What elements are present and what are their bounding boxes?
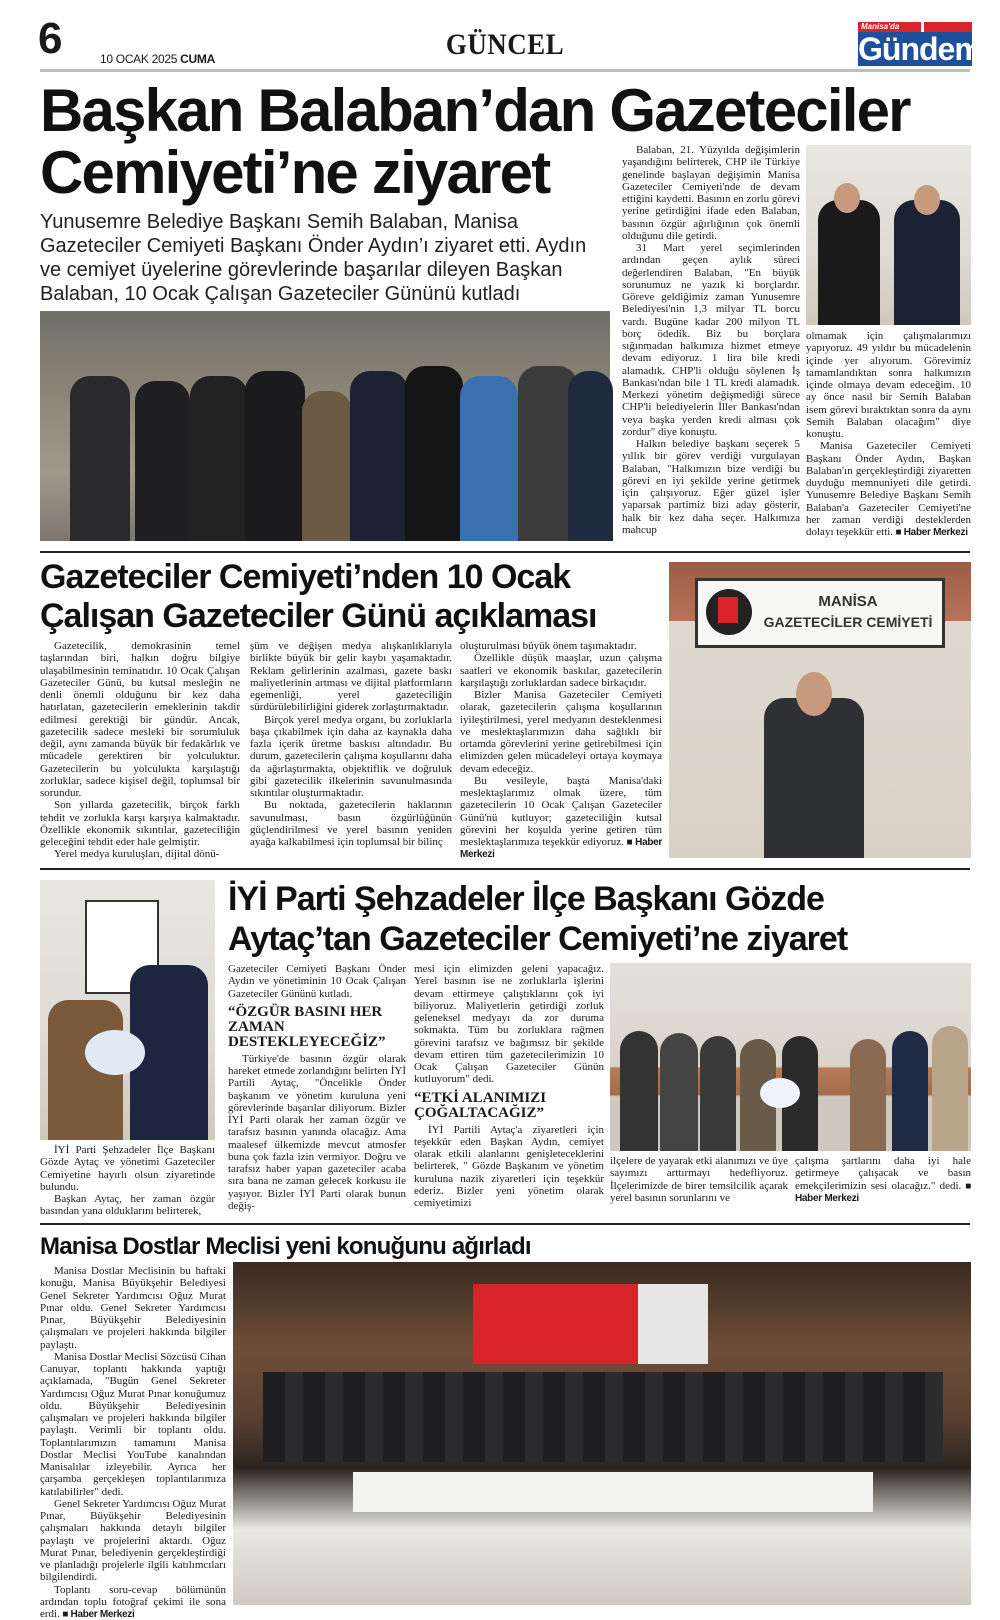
logo-top-text: Manisa'da xyxy=(858,22,921,32)
paragraph-text: Balaban, 21. Yüzyılda değişimlerin yaşandığını belirterek, CHP ile Türkiye genelinde başlayan değişimin Manisa Gazeteciler Cemiyeti'nde de devam ettiğini kaydetti. Basının en zorlu görevi yerine getirdiğini ifade eden Balaban, basının özgür ağırlığının çok önemli olduğunu dile getirdi. xyxy=(622,144,800,242)
byline: ■ Haber Merkezi xyxy=(893,527,968,538)
article1-headline-line1: Başkan Balaban’dan Gazeteciler xyxy=(40,80,910,142)
article1-lead: Yunusemre Belediye Başkanı Semih Balaban, Manisa Gazeteciler Cemiyeti Başkanı Önder Aydın’ı ziyaret etti. Aydın ve cemiyet üyelerine görevlerinde başarılar dileyen Başkan Balaban, 10 Ocak Çalışan Gazeteciler Gününü kutladı xyxy=(40,210,608,306)
paragraph xyxy=(460,640,662,652)
paragraph xyxy=(40,1498,226,1584)
paragraph-text: Gazetecilik, demokrasinin temel taşlarından biri, halkın doğru bilgiye ulaşabilmesinin teminatıdır. 10 Ocak Çalışan Gazeteciler Günü, bu kutsal mesleğin ne denli önemli olduğunu bir kez daha hatırlatan, gazetecilerin emeklerinin takdir edilmesi gerektiği bir gündür. Ancak, gazetecilik sadece mesleki bir sorumluluk değil, aynı zamanda büyük bir fedakârlık ve mücadele gerektiren bir yolculuktur. Gazetecilerin bu yolculukta karşılaştığı zorluklar, sadece kişisel değil, toplumsal bir sorundur. xyxy=(40,640,240,799)
paragraph-text: Başkan Aytaç, her zaman özgür basından yana olduklarını belirterek, xyxy=(40,1193,215,1217)
logo-main-text: Gündem xyxy=(858,32,972,66)
paragraph xyxy=(460,689,662,775)
section-divider xyxy=(40,868,970,870)
article3-headline-line2: Aytaç’tan Gazeteciler Cemiyeti’ne ziyaret xyxy=(228,920,847,958)
section-divider xyxy=(40,1223,970,1225)
paragraph xyxy=(250,640,452,714)
paragraph-text: Birçok yerel medya organı, bu zorluklarla başa çıkabilmek için daha az kaynakla daha fazla içerik üretme baskısı altındadır. Bu durum, gazetecilerin çalışma koşullarını daha da ağırlaştırmakta, objektiflik ve doğruluk gibi gazetecilik ilkelerinin savunulmasında sıkıntılar oluşturmaktadır. xyxy=(250,714,452,800)
article3-column-3 xyxy=(610,1155,788,1213)
paragraph xyxy=(622,438,800,536)
paragraph xyxy=(40,848,240,860)
paragraph xyxy=(228,963,406,1000)
article3-flowers-photo xyxy=(40,880,215,1140)
date-text: 10 OCAK 2025 xyxy=(100,52,177,66)
article1-column-1 xyxy=(622,144,800,542)
paragraph xyxy=(40,1584,226,1620)
article4-column-1 xyxy=(40,1265,226,1605)
sign-line2: GAZETECİLER CEMİYETİ xyxy=(758,614,938,630)
article3-column-1 xyxy=(228,963,406,1213)
paragraph xyxy=(228,1053,406,1212)
paragraph-text: Halkın belediye başkanı seçerek 5 yıllık bir görev verdiği vurgulayan Balaban, "Halkımızın bize verdiği bu görevi en iyi şekilde yerine getirmek için çalışıyoruz. Eğer güzel işler yaparsak partimiz bizi aday gösterir, halk bir kez daha seçer. Halkımıza mahcup xyxy=(622,438,800,536)
paragraph xyxy=(460,652,662,689)
article1-group-photo xyxy=(40,311,610,541)
article3-group-photo xyxy=(610,963,971,1151)
paragraph-text: oluşturulması büyük önem taşımaktadır. xyxy=(460,640,637,652)
article2-column-1 xyxy=(40,640,240,858)
article4-headline: Manisa Dostlar Meclisi yeni konuğunu ağırladı xyxy=(40,1233,531,1261)
article2-column-3 xyxy=(460,640,662,858)
paragraph xyxy=(806,440,971,538)
paragraph-text: Özellikle düşük maaşlar, uzun çalışma saatleri ve ekonomik baskılar, gazetecilerin karşılaştığı zorluklardan sadece birkaçıdır. xyxy=(460,652,662,689)
article-subhead: “ETKİ ALANIMIZI ÇOĞALTACAĞIZ” xyxy=(414,1091,604,1121)
paragraph-text: Gazeteciler Cemiyeti Başkanı Önder Aydın ve yönetiminin 10 Ocak Çalışan Gazeteciler Gününü kutladı. xyxy=(228,963,406,1000)
article2-headline-line2: Çalışan Gazeteciler Günü açıklaması xyxy=(40,597,597,635)
paragraph-text: ilçelere de yayarak etki alanımızı ve üye sayımızı arttırmayı hedefliyoruz. İlçelerimizde de birer temsilcilik açarak yerel basının sorunlarını ve xyxy=(610,1155,788,1204)
paragraph xyxy=(806,330,971,440)
paragraph-text: 31 Mart yerel seçimlerinden ardından geçen aylık süreci değerlendiren Balaban, "En büyük sorunumuz ne yazık ki borçlardır. Göreve geldiğimiz zaman Yunusemre Belediyesi'nin 1,3 milyar TL borcu vardı. Bugüne kadar 200 milyon TL borç ödedik. Biz bu borçlara sığınmadan halkımıza hizmet etmeye devam ediyoruz. 1 lira bile kredi alamadık. CHP'li olduğu söylenen İş Bankası'ndan bile 1 TL kredi alamadık. Merkezi yönetim değişmediği sürece CHP'li belediyelerin İller Bankası'ndan veya başka yerden kredi alması çok zordur" diye konuştu. xyxy=(622,242,800,438)
paragraph xyxy=(40,1265,226,1351)
article3-headline-line1: İYİ Parti Şehzadeler İlçe Başkanı Gözde xyxy=(228,880,824,918)
paragraph xyxy=(40,1193,215,1218)
article1-headline-line2: Cemiyeti’ne ziyaret xyxy=(40,142,549,204)
paragraph-text: Yerel medya kuruluşları, dijital dönü- xyxy=(54,848,219,860)
cemiyet-emblem-icon xyxy=(706,589,752,635)
article1-handshake-photo xyxy=(806,145,971,325)
paragraph xyxy=(795,1155,971,1204)
byline: ■ Haber Merkezi xyxy=(60,1609,135,1620)
sign-line1: MANİSA xyxy=(758,593,938,610)
section-title: GÜNCEL xyxy=(51,28,960,62)
paragraph-text: Toplantı soru-cevap bölümünün ardından toplu fotoğraf çekimi ile sona erdi. xyxy=(40,1584,226,1620)
paragraph xyxy=(40,1351,226,1498)
page-number: 6 xyxy=(38,14,62,64)
article1-column-2 xyxy=(806,330,971,542)
article4-meeting-photo xyxy=(233,1262,971,1605)
paragraph-text: çalışma şartlarını daha iyi hale getirmeye çalışacak ve basın emekçilerimizin sesi olacağız." dedi. xyxy=(795,1155,971,1192)
paragraph xyxy=(622,144,800,242)
article-subhead: “ÖZGÜR BASINI HER ZAMAN DESTEKLEYECEĞİZ” xyxy=(228,1005,406,1050)
paragraph xyxy=(40,799,240,848)
paragraph-text: Türkiye'de basının özgür olarak hareket etmede zorlandığını belirten İYİ Partili Aytaç, "Öncelikle Önder başkanım ve yönetim kuruluna yeni görevlerinde başarılar diliyorum. Bizler İYİ Parti olarak her zaman özgür ve tarafsız basının yanında olacağız. Ama maalesef ülkemizde mevcut atmosfer buna çok fazla izin vermiyor. Doğru ve tarafsız haber yapan gazeteciler acaba sıra bana ne zaman gelecek korkusu ile yaşıyor. Bizler İYİ Parti olarak bunun değiş- xyxy=(228,1053,406,1212)
paragraph-text: İYİ Parti Şehzadeler İlçe Başkanı Gözde Aytaç ve yönetimi Gazeteciler Cemiyetine hayırlı olsun ziyaretinde bulundu. xyxy=(40,1144,215,1193)
paragraph-text: şüm ve değişen medya alışkanlıklarıyla birlikte büyük bir gelir kaybı yaşamaktadır. Reklam gelirlerinin azalması, gazete baskı maliyetlerinin artması ve dijital platformların egemenliği, yerel gazeteciliğin sürdürülebilirliğini giderek zorlaştırmaktadır. xyxy=(250,640,452,713)
paragraph-text: Bizler Manisa Gazeteciler Cemiyeti olarak, gazetecilerin çalışma koşullarının iyileştirilmesi, yerel medyanın desteklenmesi ve meslektaşlarımızın daha sağlıklı bir ortamda görevlerini yerine getirebilmesi için elimizden gelen mücadeleyi ortaya koymaya devam edeceğiz. xyxy=(460,689,662,775)
paragraph-text: mesi için elimizden geleni yapacağız. Yerel basının ise ne zorluklarla işlerini devam ettirmeye çalıştıklarını çok iyi biliyoruz. Maliyetlerin getirdiği zorluk geleneksel medyayı da zor duruma sokmakta. Tüm bu zorluklara rağmen görevini tarafsız ve bağımsız bir şekilde devam ettiren tüm gazetecilerimizin 10 Ocak Çalışan Gazeteciler Günün kutluyorum" dedi. xyxy=(414,963,604,1085)
byline: ■ Haber Merkezi xyxy=(460,837,662,860)
paragraph xyxy=(250,799,452,848)
article3-column-4 xyxy=(795,1155,971,1213)
paragraph-text: İYİ Partili Aytaç'a ziyaretleri için teşekkür eden Başkan Aydın, cemiyet olarak etkili alanlarını genişleteceklerini belirterek, " Gözde Başkanım ve yönetim kuruluna nazik ziyaretleri için teşekkür ederiz. Bizler yeni yönetim olarak cemiyetimizi xyxy=(414,1124,604,1210)
section-divider xyxy=(40,551,970,553)
byline: ■ Haber Merkezi xyxy=(795,1181,971,1204)
article3-caption xyxy=(40,1144,215,1212)
paragraph xyxy=(40,640,240,799)
paragraph-text: Bu noktada, gazetecilerin haklarının savunulması, basın özgürlüğünün güçlendirilmesi ve yerel basının yeniden ayağa kalkabilmesi için toplumsal bir bilinç xyxy=(250,799,452,848)
paragraph-text: Genel Sekreter Yardımcısı Oğuz Murat Pınar, Büyükşehir Belediyesinin çalışmaları hakkında detaylı bilgiler paylaştı ve projelerini aktardı. Oğuz Murat Pınar, belediyenin gerçekleştirdiği ve planladığı projelerle ilgili katılımcıları bilgilendirdi. xyxy=(40,1498,226,1584)
paragraph xyxy=(250,714,452,800)
paragraph-text: Manisa Gazeteciler Cemiyeti Başkanı Önder Aydın, Başkan Balaban'ın gerçekleştirdiği ziyaretten duyduğu memnuniyeti dile getirdi. Yunusemre Belediye Başkanı Semih Balaban'a Gazeteciler Cemiyeti'ne her zaman verdiği desteklerden dolayı teşekkür etti. xyxy=(806,440,971,538)
article2-cemiyet-photo xyxy=(669,562,971,858)
paragraph-text: Son yıllarda gazetecilik, birçok farklı tehdit ve zorlukla karşı karşıya kalmaktadır. Özellikle ekonomik sıkıntılar, gazeteciliğin geleceğini tehdit eder hale gelmiştir. xyxy=(40,799,240,848)
paragraph-text: Bu vesileyle, başta Manisa'daki meslektaşlarımız olmak üzere, tüm gazetecilerin 10 Ocak Çalışan Gazeteciler Günü'nü kutluyor; gazeteciliğin kutsal görevini her koşulda yerine getiren tüm meslektaşlarımıza teşekkür ediyoruz. xyxy=(460,775,662,848)
newspaper-logo xyxy=(858,22,972,66)
paragraph xyxy=(622,242,800,438)
article2-column-2 xyxy=(250,640,452,858)
paragraph xyxy=(460,775,662,861)
paragraph-text: Manisa Dostlar Meclisi Sözcüsü Cihan Canuyar, toplantı hakkında yaptığı açıklamada, "Bugün Genel Sekreter Yardımcısı Oğuz Murat Pınar konuğumuz oldu. Büyükşehir Belediyesinin çalışmaları ve projeleri hakkında bilgiler paylaştı. Verimli bir toplantı oldu. Toplantılarımızın tamamını Manisa Dostlar Meclisi YouTube kanalından Manisalılar izleyebilir. Ayrıca her çarşamba gerçekleşen toplantılarımıza katılabilirler" dedi. xyxy=(40,1351,226,1498)
paragraph xyxy=(40,1144,215,1193)
header-divider xyxy=(40,69,970,72)
paragraph-text: Manisa Dostlar Meclisinin bu haftaki konuğu, Manisa Büyükşehir Belediyesi Genel Sekreter Yardımcısı Oğuz Murat Pınar oldu. Genel Sekreter Yardımcısı Pınar, Büyükşehir Belediyesinin çalışmaları ve projeleri hakkında bilgiler paylaştı. xyxy=(40,1265,226,1351)
paragraph xyxy=(414,1124,604,1210)
paragraph-text: olmamak için çalışmalarımızı yapıyoruz. 49 yıldır bu mücadelenin içinde yer alıyorum. Görevimiz tamamlandıktan sonra halkımızın içinde olmaya devam edeceğim. 10 ay önce nasıl bir Semih Balaban isem görevi bıraktıktan sonra da aynı Semih Balaban olacağım" diye konuştu. xyxy=(806,330,971,440)
weekday-text: CUMA xyxy=(180,52,215,66)
article3-column-2 xyxy=(414,963,604,1213)
article2-headline-line1: Gazeteciler Cemiyeti’nden 10 Ocak xyxy=(40,558,570,596)
paragraph xyxy=(610,1155,788,1204)
paragraph xyxy=(414,963,604,1086)
cemiyet-sign xyxy=(695,578,945,648)
